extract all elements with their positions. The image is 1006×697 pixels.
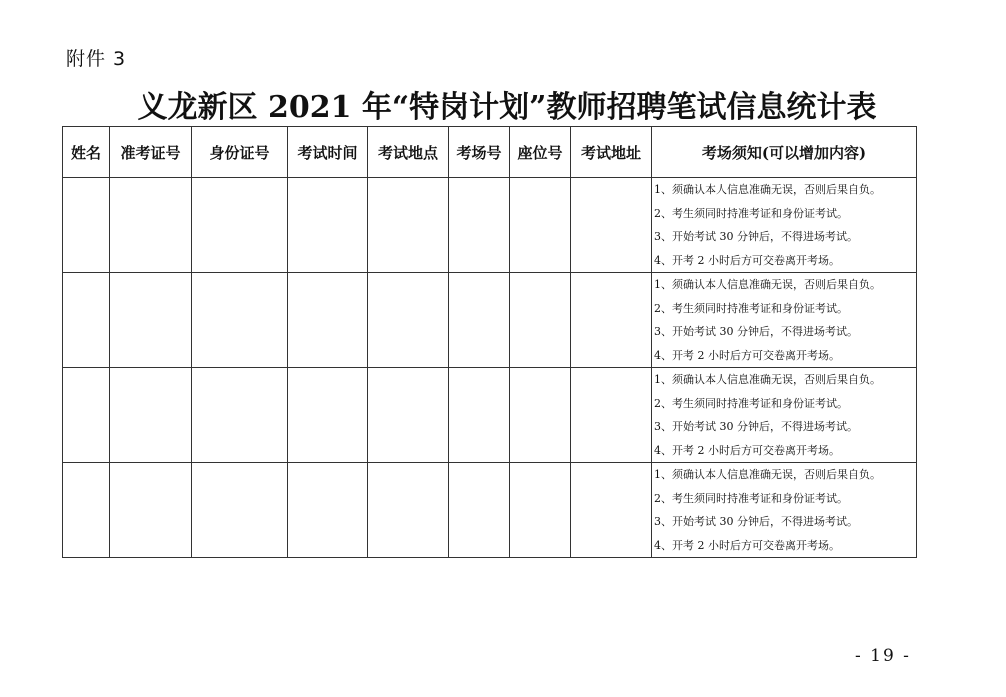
table-row xyxy=(63,273,917,368)
cell-name xyxy=(63,273,110,368)
cell-admission-number xyxy=(110,178,192,273)
note-line: 1、须确认本人信息准确无误，否则后果自负。 xyxy=(654,278,881,291)
cell-seat-number xyxy=(510,368,571,463)
attachment-label: 附件 3 xyxy=(66,48,127,70)
cell-exam-address xyxy=(571,273,652,368)
cell-admission-number xyxy=(110,368,192,463)
cell-exam-time xyxy=(288,178,368,273)
cell-exam-time xyxy=(288,368,368,463)
header-exam-address: 考试地址 xyxy=(571,127,652,178)
cell-seat-number xyxy=(510,178,571,273)
note-line: 2、考生须同时持准考证和身份证考试。 xyxy=(654,206,848,220)
cell-admission-number xyxy=(110,273,192,368)
note-line: 2、考生须同时持准考证和身份证考试。 xyxy=(654,301,848,315)
info-table xyxy=(62,126,917,558)
cell-id-number xyxy=(192,368,288,463)
cell-exam-notes xyxy=(652,273,917,368)
table-row xyxy=(63,368,917,463)
note-line: 4、开考 2 小时后方可交卷离开考场。 xyxy=(654,538,840,552)
note-line: 3、开始考试 30 分钟后，不得进场考试。 xyxy=(654,230,858,243)
note-line: 1、须确认本人信息准确无误，否则后果自负。 xyxy=(654,468,881,481)
cell-exam-time xyxy=(288,273,368,368)
header-exam-time: 考试时间 xyxy=(288,127,368,178)
note-line: 4、开考 2 小时后方可交卷离开考场。 xyxy=(654,348,840,362)
cell-admission-number xyxy=(110,463,192,558)
header-name: 姓名 xyxy=(63,127,110,178)
note-line: 4、开考 2 小时后方可交卷离开考场。 xyxy=(654,443,840,457)
cell-id-number xyxy=(192,463,288,558)
cell-exam-notes xyxy=(652,463,917,558)
header-room-number: 考场号 xyxy=(449,127,510,178)
header-seat-number: 座位号 xyxy=(510,127,571,178)
cell-exam-time xyxy=(288,463,368,558)
cell-room-number xyxy=(449,463,510,558)
cell-id-number xyxy=(192,273,288,368)
header-id-number: 身份证号 xyxy=(192,127,288,178)
note-line: 3、开始考试 30 分钟后，不得进场考试。 xyxy=(654,420,858,433)
cell-exam-site xyxy=(368,273,449,368)
cell-exam-notes xyxy=(652,178,917,273)
cell-seat-number xyxy=(510,273,571,368)
cell-room-number xyxy=(449,273,510,368)
cell-exam-address xyxy=(571,463,652,558)
note-line: 2、考生须同时持准考证和身份证考试。 xyxy=(654,491,848,505)
document-title: 义龙新区 2021 年“特岗计划”教师招聘笔试信息统计表 xyxy=(137,90,877,125)
note-line: 2、考生须同时持准考证和身份证考试。 xyxy=(654,396,848,410)
cell-name xyxy=(63,368,110,463)
table-row xyxy=(63,178,917,273)
cell-room-number xyxy=(449,368,510,463)
cell-exam-site xyxy=(368,463,449,558)
cell-id-number xyxy=(192,178,288,273)
note-line: 3、开始考试 30 分钟后，不得进场考试。 xyxy=(654,325,858,338)
cell-exam-site xyxy=(368,368,449,463)
cell-exam-notes xyxy=(652,368,917,463)
cell-room-number xyxy=(449,178,510,273)
cell-exam-address xyxy=(571,178,652,273)
cell-name xyxy=(63,178,110,273)
cell-exam-site xyxy=(368,178,449,273)
note-line: 4、开考 2 小时后方可交卷离开考场。 xyxy=(654,253,840,267)
note-line: 1、须确认本人信息准确无误，否则后果自负。 xyxy=(654,183,881,196)
cell-seat-number xyxy=(510,463,571,558)
header-admission-number: 准考证号 xyxy=(110,127,192,178)
header-exam-site: 考试地点 xyxy=(368,127,449,178)
page-number: - 19 - xyxy=(855,646,911,666)
note-line: 1、须确认本人信息准确无误，否则后果自负。 xyxy=(654,373,881,386)
note-line: 3、开始考试 30 分钟后，不得进场考试。 xyxy=(654,515,858,528)
table-row xyxy=(63,463,917,558)
header-exam-notes: 考场须知(可以增加内容) xyxy=(652,127,917,178)
cell-exam-address xyxy=(571,368,652,463)
header-row xyxy=(63,127,917,178)
cell-name xyxy=(63,463,110,558)
